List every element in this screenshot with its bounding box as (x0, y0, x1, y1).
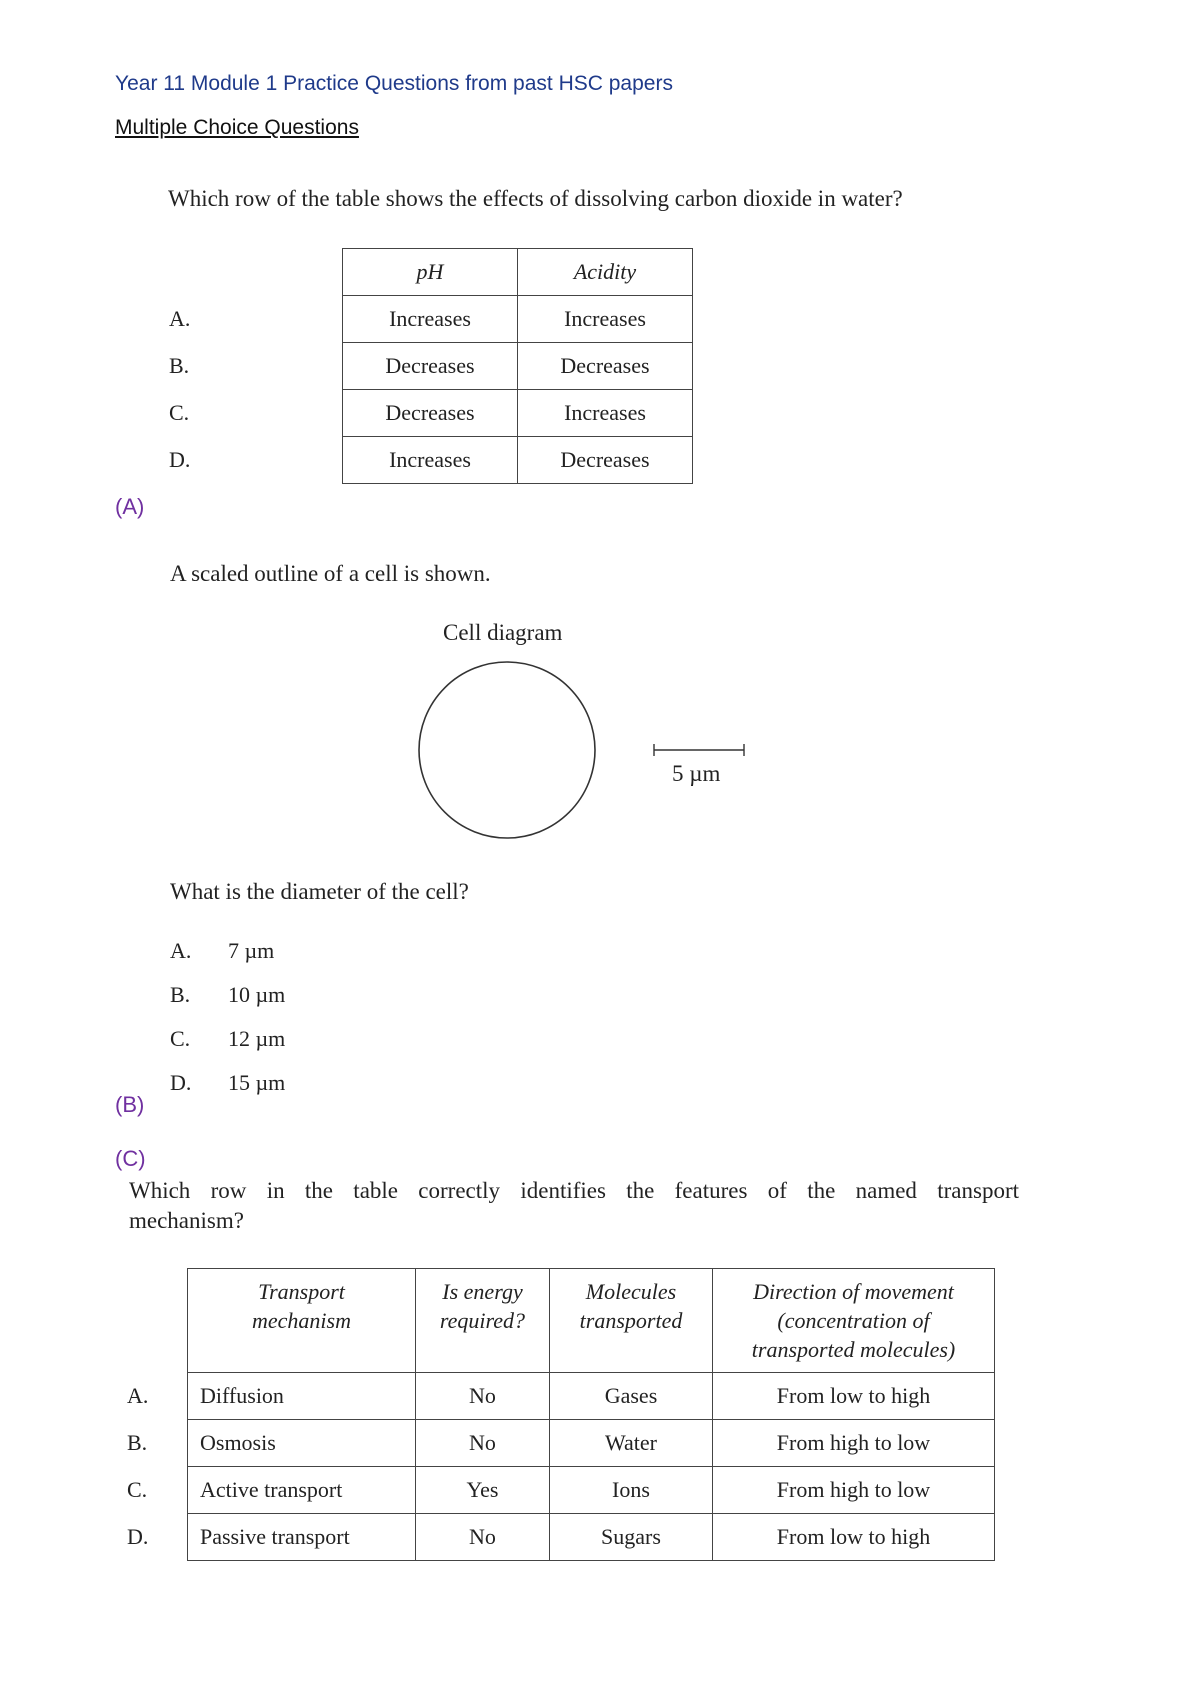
q3-header-text: Transport (258, 1279, 345, 1304)
q3-question-line2: mechanism? (129, 1208, 244, 1233)
q1-row (168, 437, 693, 484)
q3-cell-energy: No (416, 1514, 550, 1561)
q1-question: Which row of the table shows the effects of dissolving carbon dioxide in water? (168, 186, 903, 211)
q2-option-text: 12 µm (228, 1026, 286, 1051)
q1-header-acidity (518, 249, 693, 296)
q1-header-acidity-text: Acidity (573, 259, 637, 284)
q1-cell-ph: Increases (343, 437, 518, 484)
q3-cell-energy: No (416, 1420, 550, 1467)
q3-header-text: transported (579, 1308, 683, 1333)
q2-option-text: 15 µm (228, 1070, 286, 1095)
q3-header-text: Molecules (585, 1279, 677, 1304)
q2-option (170, 1070, 285, 1096)
q2-intro: A scaled outline of a cell is shown. (170, 561, 491, 586)
q1-row (168, 390, 693, 437)
q1-cell-acidity: Increases (518, 390, 693, 437)
q3-row-label: C. (127, 1477, 148, 1502)
scale-bar (654, 744, 744, 756)
q1-row-label: B. (169, 353, 190, 378)
q3-answer: (C) (115, 1146, 146, 1171)
q3-cell-direction: From high to low (713, 1420, 995, 1467)
q3-cell-molecules: Ions (550, 1467, 713, 1514)
q1-table-block (168, 248, 693, 484)
q3-header-row (127, 1269, 995, 1373)
cell-outline (419, 662, 595, 838)
q1-row (168, 296, 693, 343)
q2-option (170, 982, 285, 1008)
q1-row-label: D. (169, 447, 191, 472)
q1-cell-ph: Decreases (343, 343, 518, 390)
q2-option-label: B. (170, 982, 191, 1007)
q3-header-energy (416, 1269, 550, 1373)
q2-option (170, 938, 274, 964)
q3-header-text: Is energy (442, 1279, 523, 1304)
q1-row (168, 343, 693, 390)
q3-header-mechanism (188, 1269, 416, 1373)
q2-diagram-title: Cell diagram (443, 620, 563, 645)
q3-table-block (127, 1268, 995, 1561)
q3-cell-energy: No (416, 1373, 550, 1420)
q2-option-label: D. (170, 1070, 192, 1095)
q3-row-label: D. (127, 1524, 149, 1549)
q1-header-ph (343, 249, 518, 296)
q2-option-text: 10 µm (228, 982, 286, 1007)
q1-header-ph-text: pH (416, 259, 444, 284)
q3-cell-molecules: Gases (550, 1373, 713, 1420)
q1-cell-ph: Increases (343, 296, 518, 343)
q3-row (127, 1467, 995, 1514)
q1-cell-ph: Decreases (343, 390, 518, 437)
q3-header-direction (713, 1269, 995, 1373)
q1-table (168, 248, 693, 484)
q1-row-label: C. (169, 400, 190, 425)
q3-row (127, 1373, 995, 1420)
q3-header-text: Direction of movement (753, 1279, 954, 1304)
q2-question: What is the diameter of the cell? (170, 879, 469, 904)
section-heading: Multiple Choice Questions (115, 116, 359, 139)
q3-cell-mechanism: Diffusion (188, 1373, 416, 1420)
document-title: Year 11 Module 1 Practice Questions from past HSC papers (115, 72, 673, 95)
q3-cell-direction: From low to high (713, 1373, 995, 1420)
q1-answer: (A) (115, 494, 145, 519)
q3-cell-mechanism: Passive transport (188, 1514, 416, 1561)
q3-row-label: A. (127, 1383, 149, 1408)
q3-header-text: mechanism (252, 1308, 351, 1333)
q1-row-label: A. (169, 306, 191, 331)
q3-header-molecules (550, 1269, 713, 1373)
q3-question-line1: Which row in the table correctly identifies the features of the named transport (129, 1178, 1019, 1203)
q1-cell-acidity: Increases (518, 296, 693, 343)
q3-cell-energy: Yes (416, 1467, 550, 1514)
q1-corner-cell (168, 249, 343, 296)
q2-answer: (B) (115, 1092, 145, 1117)
q1-cell-acidity: Decreases (518, 437, 693, 484)
q3-header-text: required? (439, 1308, 526, 1333)
q3-cell-mechanism: Osmosis (188, 1420, 416, 1467)
cell-diagram (400, 650, 760, 850)
scale-bar-label: 5 µm (672, 761, 721, 786)
q3-cell-molecules: Sugars (550, 1514, 713, 1561)
q2-option-label: A. (170, 938, 192, 963)
q1-cell-acidity: Decreases (518, 343, 693, 390)
q2-option (170, 1026, 285, 1052)
q3-cell-molecules: Water (550, 1420, 713, 1467)
q3-header-text: (concentration of (777, 1308, 930, 1333)
q3-row-label: B. (127, 1430, 148, 1455)
q3-row (127, 1420, 995, 1467)
q3-cell-mechanism: Active transport (188, 1467, 416, 1514)
q3-table (127, 1268, 995, 1561)
q3-corner-cell (127, 1269, 188, 1373)
q2-option-label: C. (170, 1026, 191, 1051)
q3-header-text: transported molecules) (751, 1337, 956, 1362)
q3-cell-direction: From low to high (713, 1514, 995, 1561)
q2-option-text: 7 µm (228, 938, 275, 963)
q3-row (127, 1514, 995, 1561)
q3-cell-direction: From high to low (713, 1467, 995, 1514)
